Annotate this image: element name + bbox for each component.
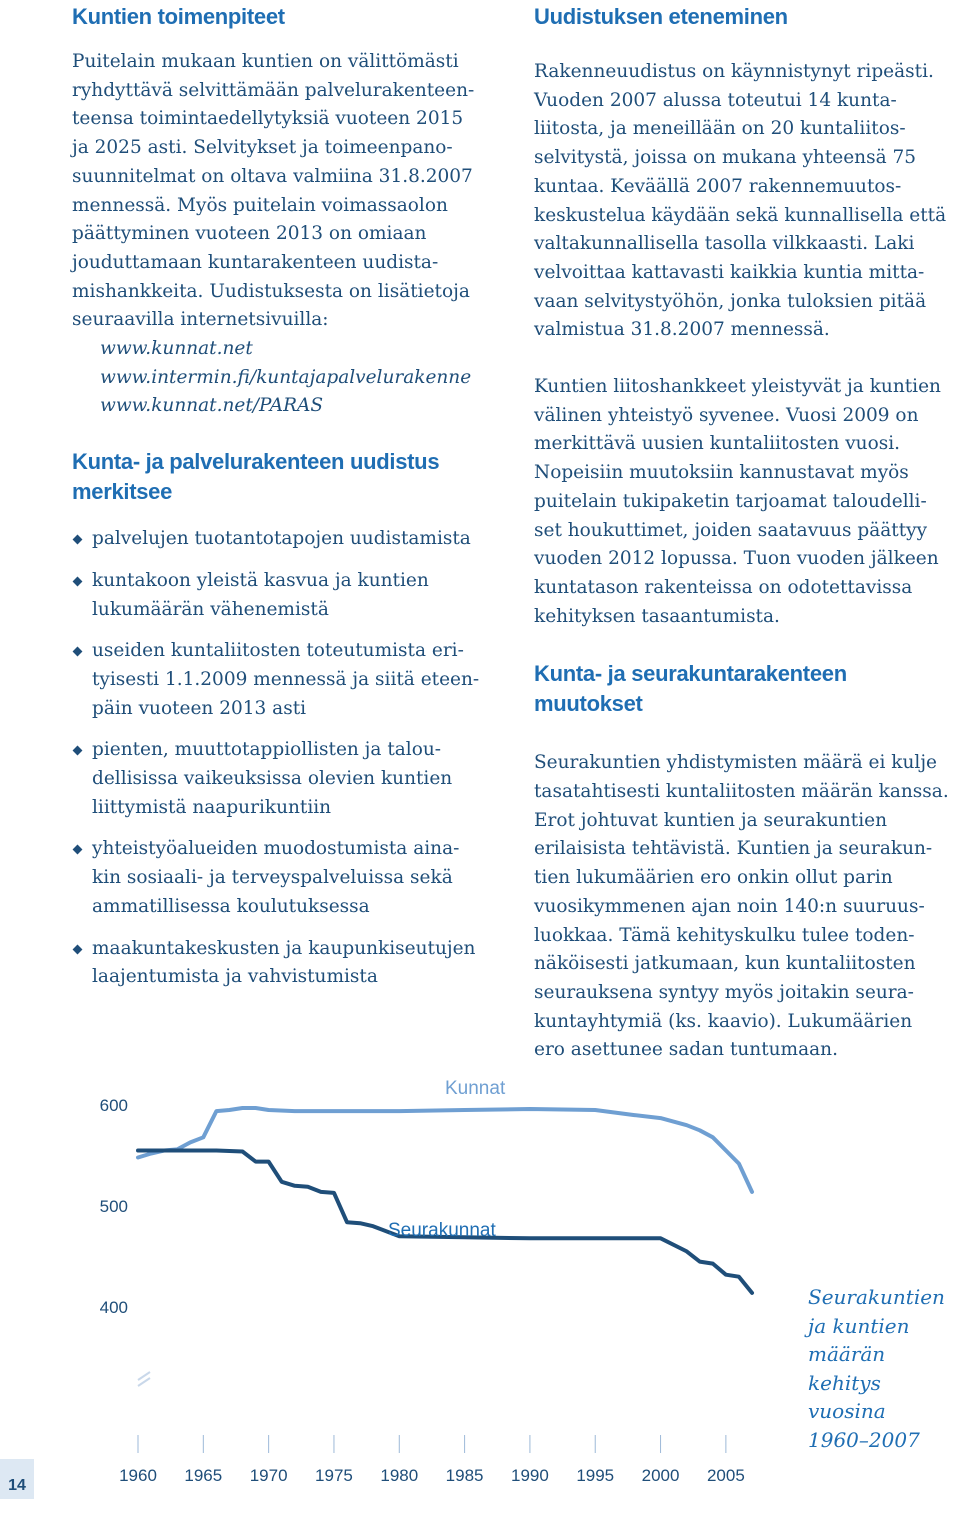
text-line: päin vuoteen 2013 asti bbox=[92, 697, 307, 719]
series-label: Seurakunnat bbox=[388, 1220, 496, 1241]
y-tick-label: 400 bbox=[99, 1298, 128, 1317]
text-line: seurauksena syntyy myös joitakin seura- bbox=[534, 981, 914, 1003]
x-tick-label: 1980 bbox=[380, 1466, 419, 1485]
text-line: valtakunnallisella tasolla vilkkaasti. Laki bbox=[534, 233, 915, 255]
text-line: Puitelain mukaan kuntien on välittömästi bbox=[72, 51, 459, 72]
text-line: kuntatason rakenteissa on odotettavissa bbox=[534, 576, 913, 598]
text-line: lukumäärän vähenemistä bbox=[92, 598, 329, 620]
text-line: ero asettunee sadan tuntumaan. bbox=[534, 1039, 838, 1061]
x-tick-label: 1965 bbox=[184, 1466, 223, 1485]
text-line: set houkuttimet, joiden saatavuus päättyy bbox=[534, 519, 928, 541]
text-line: päättyminen vuoteen 2013 on omiaan bbox=[72, 223, 427, 245]
text-line: vaan selvitystyöhön, jonka tuloksien pitää bbox=[534, 290, 927, 312]
heading-uudistuksen-eteneminen: Uudistuksen eteneminen bbox=[534, 4, 788, 29]
paragraph-seurakunnat bbox=[534, 749, 954, 1065]
x-tick-label: 1970 bbox=[249, 1466, 288, 1485]
text-line: puitelain tukipaketin tarjoamat taloudelli- bbox=[534, 490, 927, 512]
text-line: kuntaa. Keväällä 2007 rakennemuutos- bbox=[534, 175, 902, 197]
text-line: kin sosiaali- ja terveyspalveluissa sekä bbox=[92, 867, 453, 889]
paragraph-kuntien-toimenpiteet bbox=[72, 48, 492, 335]
text-line: tyisesti 1.1.2009 mennessä ja siitä eteen- bbox=[92, 668, 480, 690]
text-line: selvitystä, joissa on mukana yhteensä 75 bbox=[534, 147, 917, 169]
text-line: välinen yhteistyö syvenee. Vuosi 2009 on bbox=[534, 404, 919, 426]
text-line: merkittävä uusien kuntaliitosten vuosi. bbox=[534, 433, 900, 455]
text-line: teensa toimintaedellytyksiä vuoteen 2015 bbox=[72, 108, 464, 130]
right-column bbox=[534, 0, 954, 1065]
page-number: 14 bbox=[0, 1459, 34, 1499]
text-line: dellisissa vaikeuksissa olevien kuntien bbox=[92, 768, 453, 790]
text-line: Nopeisiin muutoksiin kannustavat myös bbox=[534, 462, 909, 484]
x-tick-label: 1985 bbox=[445, 1466, 484, 1485]
text-line: Kuntien liitoshankkeet yleistyvät ja kuntien bbox=[534, 376, 941, 398]
heading-uudistus-merkitsee bbox=[72, 447, 492, 507]
text-line: Vuoden 2007 alussa toteutui 14 kunta- bbox=[534, 89, 897, 111]
text-line: mennessä. Myös puitelain voimassaolon bbox=[72, 194, 448, 216]
paragraph-liitoshankkeet bbox=[534, 373, 954, 631]
text-line: kehityksen tasaantumista. bbox=[534, 605, 780, 627]
x-tick-label: 1975 bbox=[315, 1466, 353, 1485]
text-line: suunnitelmat on oltava valmiina 31.8.2007 bbox=[72, 165, 473, 187]
bullet-item bbox=[72, 935, 492, 992]
text-line: yhteistyöalueiden muodostumista aina- bbox=[92, 838, 460, 860]
text-line: Seurakuntien bbox=[808, 1285, 945, 1309]
text-line: vuosina bbox=[808, 1399, 886, 1423]
left-column bbox=[72, 0, 492, 1005]
text-line: velvoittaa kattavasti kaikkia kuntia mitta- bbox=[534, 261, 925, 283]
text-line: Seurakuntien yhdistymisten määrä ei kulje bbox=[534, 752, 938, 774]
text-line: mishankkeita. Uudistuksesta on lisätietoja bbox=[72, 280, 470, 302]
text-line: Erot johtuvat kuntien ja seurakuntien bbox=[534, 809, 887, 831]
text-line: liitosta, ja meneillään on 20 kuntaliitos- bbox=[534, 118, 906, 140]
text-line: ja 2025 asti. Selvitykset ja toimeenpano- bbox=[72, 137, 453, 159]
y-tick-label: 600 bbox=[99, 1096, 128, 1115]
bullet-list bbox=[72, 525, 492, 992]
text-line: valmistua 31.8.2007 mennessä. bbox=[534, 319, 830, 341]
x-tick-label: 1995 bbox=[576, 1466, 615, 1485]
text-line: keskustelua käydään sekä kunnallisella että bbox=[534, 204, 947, 226]
text-line: maakuntakeskusten ja kaupunkiseutujen bbox=[92, 937, 476, 959]
text-line: ryhdyttävä selvittämään palvelurakenteen- bbox=[72, 79, 475, 101]
text-line: tien lukumäärien ero onkin ollut parin bbox=[534, 867, 893, 889]
text-line: erilaisista tehtävistä. Kuntien ja seurakun- bbox=[534, 838, 933, 860]
heading-line: merkitsee bbox=[72, 479, 173, 505]
bullet-item bbox=[72, 567, 492, 624]
web-link[interactable]: www.intermin.fi/kuntajapalvelurakenne bbox=[100, 366, 472, 388]
x-tick-label: 1990 bbox=[511, 1466, 549, 1485]
text-line: seuraavilla internetsivuilla: bbox=[72, 309, 329, 331]
web-link[interactable]: www.kunnat.net/PARAS bbox=[100, 395, 324, 417]
heading-line: Kunta- ja palvelurakenteen uudistus bbox=[72, 449, 440, 475]
web-link[interactable]: www.kunnat.net bbox=[100, 338, 253, 360]
bullet-item bbox=[72, 525, 492, 554]
text-line: luokkaa. Tämä kehityskulku tulee toden- bbox=[534, 924, 915, 946]
text-line: useiden kuntaliitosten toteutumista eri- bbox=[92, 640, 464, 662]
x-tick-label: 1960 bbox=[119, 1466, 157, 1485]
heading-seurakuntarakenne: Kunta- ja seurakuntarakenteen muutokset bbox=[534, 661, 847, 717]
text-line: näköisesti jatkumaan, kun kuntaliitosten bbox=[534, 953, 916, 975]
bullet-item bbox=[72, 736, 492, 822]
series-label: Kunnat bbox=[445, 1078, 506, 1099]
x-tick-label: 2005 bbox=[706, 1466, 745, 1485]
text-line: tasatahtisesti kuntaliitosten määrän kanssa. bbox=[534, 781, 949, 803]
text-line: ja kuntien bbox=[808, 1313, 910, 1338]
text-line: vuosikymmenen ajan noin 140:n suuruus- bbox=[534, 895, 925, 917]
chart-caption bbox=[808, 1283, 958, 1454]
text-line: laajentumista ja vahvistumista bbox=[92, 966, 378, 988]
x-tick-label: 2000 bbox=[641, 1466, 680, 1485]
text-line: 1960–2007 bbox=[808, 1427, 920, 1452]
text-line: ammatillisessa koulutuksessa bbox=[92, 895, 370, 917]
text-line: kuntayhtymiä (ks. kaavio). Lukumäärien bbox=[534, 1010, 913, 1032]
bullet-item bbox=[72, 835, 492, 921]
link-list bbox=[100, 335, 492, 421]
text-line: vuoden 2012 lopussa. Tuon vuoden jälkeen bbox=[534, 548, 939, 570]
bullet-item bbox=[72, 637, 492, 723]
text-line: kehitys bbox=[808, 1370, 881, 1395]
y-tick-label: 500 bbox=[99, 1197, 128, 1216]
text-line: liittymistä naapurikuntiin bbox=[92, 796, 332, 818]
text-line: jouduttamaan kuntarakenteen uudista- bbox=[72, 251, 439, 273]
text-line: pienten, muuttotappiollisten ja talou- bbox=[92, 739, 442, 761]
heading-kuntien-toimenpiteet: Kuntien toimenpiteet bbox=[72, 4, 285, 29]
text-line: kuntakoon yleistä kasvua ja kuntien bbox=[92, 569, 429, 591]
paragraph-uudistuksen-eteneminen bbox=[534, 58, 954, 345]
text-line: määrän bbox=[808, 1342, 886, 1366]
text-line: Rakenneuudistus on käynnistynyt ripeästi. bbox=[534, 61, 934, 82]
text-line: palvelujen tuotantotapojen uudistamista bbox=[92, 528, 471, 550]
